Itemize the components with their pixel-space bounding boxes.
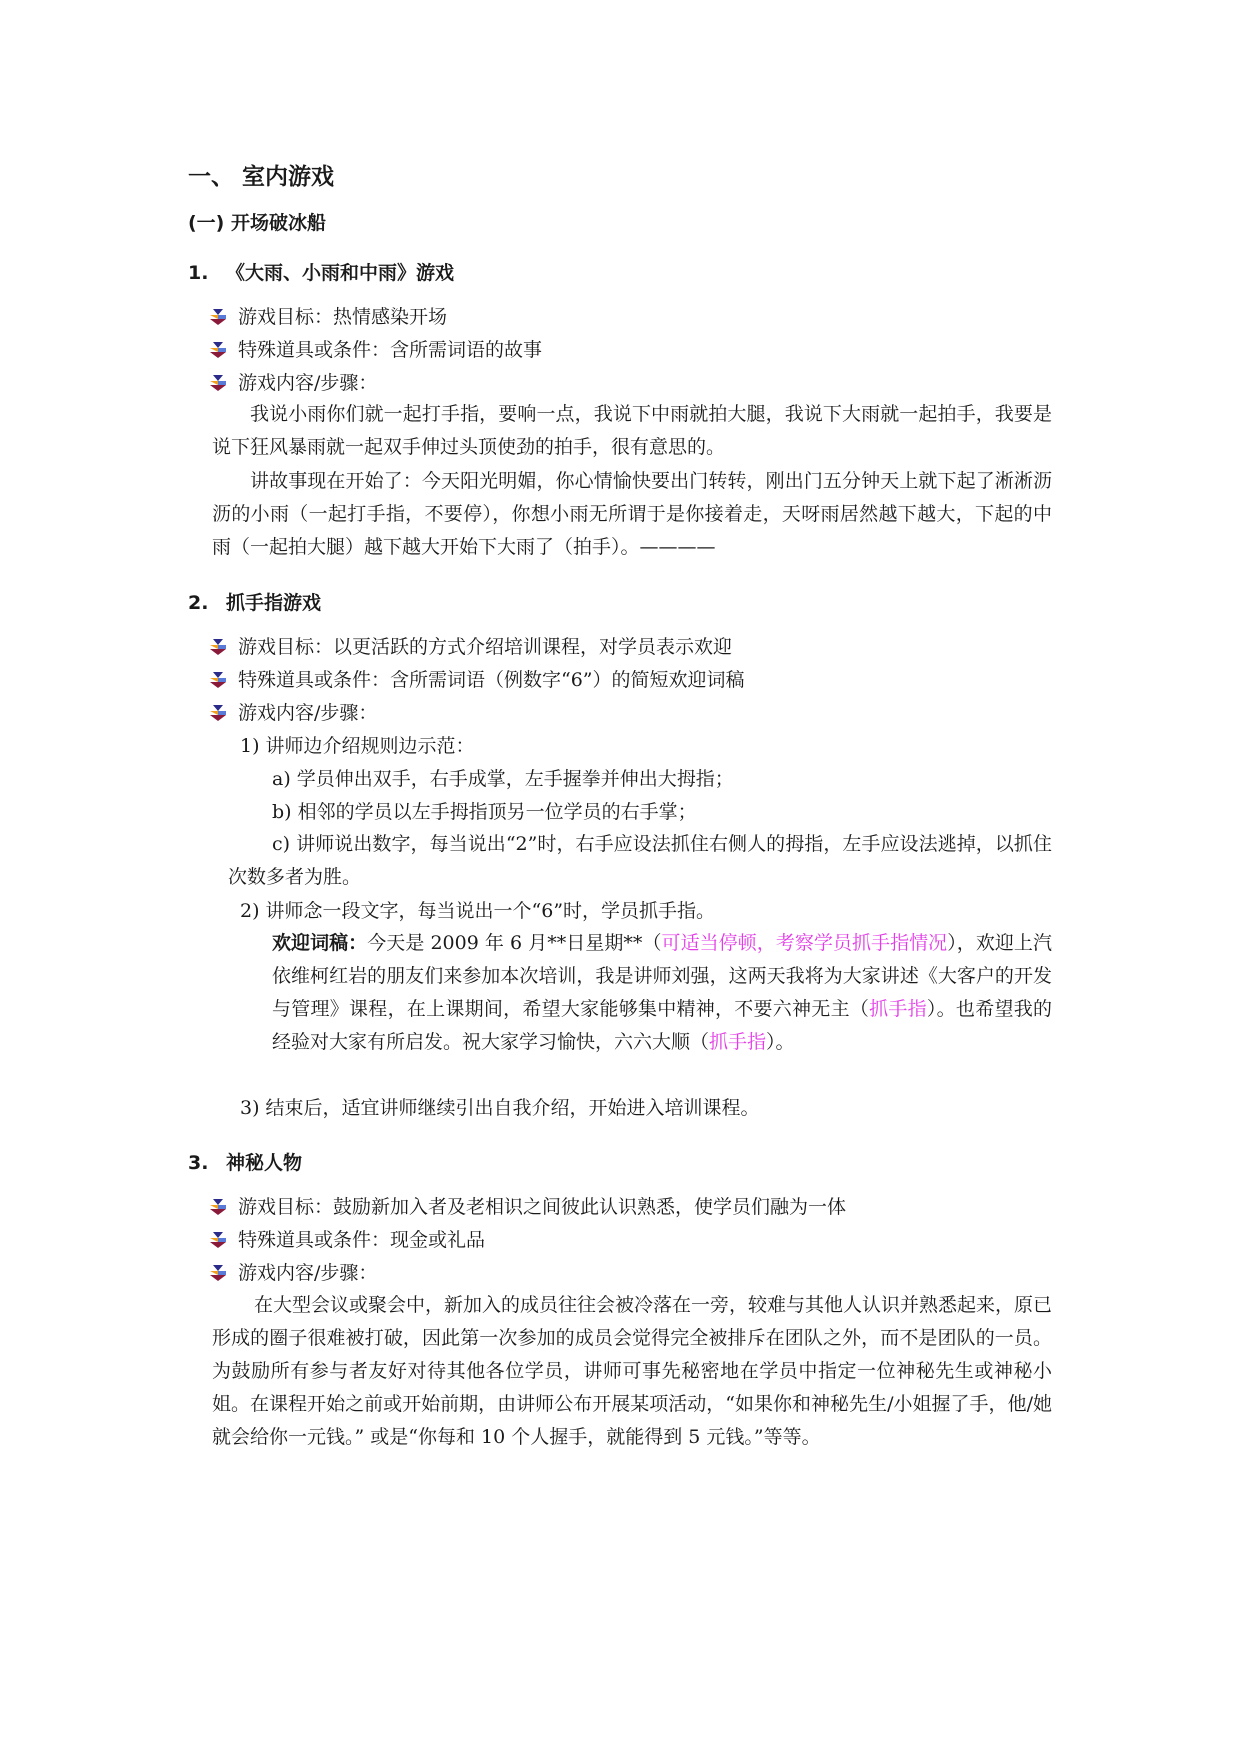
game-1-paragraph-2: 讲故事现在开始了：今天阳光明媚，你心情愉快要出门转转，刚出门五分钟天上就下起了淅淅沥沥的小雨（一起打手指，不要停），你想小雨无所谓于是你接着走，天呀雨居然越下越大，下起的中雨（一起拍大腿）越下越大开始下大雨了（拍手）。———— <box>212 470 1052 558</box>
bullet-arrow-icon <box>210 672 226 688</box>
game-2-props-text: 特殊道具或条件：含所需词语（例数字“6”）的简短欢迎词稿 <box>238 669 745 691</box>
game-1-title: 《大雨、小雨和中雨》游戏 <box>226 262 455 284</box>
welcome-text-2: ），欢迎上汽依维柯红岩的朋友们来参加本次培训，我是讲师刘强，这两天我将为大家讲述《大客户的开发与管理》课程，在上课期间，希望大家能够集中精神，不要六神无主（ <box>272 932 1052 1020</box>
welcome-cue-3: 抓手指 <box>709 1031 767 1053</box>
game-1-paragraph-1: 我说小雨你们就一起打手指，要响一点，我说下中雨就拍大腿，我说下大雨就一起拍手，我要是说下狂风暴雨就一起双手伸过头顶使劲的拍手，很有意思的。 <box>212 403 1052 458</box>
game-2-step-1a: a) 学员伸出双手，右手成掌，左手握拳并伸出大拇指； <box>272 768 734 790</box>
game-2-step-1c: c) 讲师说出数字，每当说出“2”时，右手应设法抓住右侧人的拇指，左手应设法逃掉，以抓住次数多者为胜。 <box>228 833 1052 888</box>
game-3-number: 3. <box>188 1152 209 1174</box>
bullet-arrow-icon <box>210 1265 226 1281</box>
game-1-heading <box>188 258 454 285</box>
game-2-steps-label <box>210 702 377 724</box>
game-2-step-1: 1) 讲师边介绍规则边示范： <box>240 735 475 757</box>
game-1-props-text: 特殊道具或条件：含所需词语的故事 <box>238 339 543 361</box>
game-1-number: 1. <box>188 262 209 284</box>
subsection-title: (一) 开场破冰船 <box>188 212 326 234</box>
game-2-props <box>210 669 745 691</box>
game-3-goal-text: 游戏目标：鼓励新加入者及老相识之间彼此认识熟悉，使学员们融为一体 <box>238 1196 847 1218</box>
game-1-steps-label <box>210 372 377 394</box>
game-2-goal <box>210 636 732 658</box>
bullet-arrow-icon <box>210 639 226 655</box>
section-title: 一、 室内游戏 <box>188 164 335 190</box>
game-3-props <box>210 1229 485 1251</box>
game-1-goal-text: 游戏目标：热情感染开场 <box>238 306 448 328</box>
game-2-number: 2. <box>188 592 209 614</box>
game-2-step-1b: b) 相邻的学员以左手拇指顶另一位学员的右手掌； <box>272 801 697 823</box>
game-1-goal <box>210 306 447 328</box>
game-2-title: 抓手指游戏 <box>226 592 322 614</box>
bullet-arrow-icon <box>210 309 226 325</box>
bullet-arrow-icon <box>210 1232 226 1248</box>
welcome-cue-1: 可适当停顿，考察学员抓手指情况 <box>661 932 948 954</box>
welcome-text-4: ）。 <box>766 1031 795 1053</box>
game-2-step-2: 2) 讲师念一段文字，每当说出一个“6”时，学员抓手指。 <box>240 900 716 922</box>
game-2-heading <box>188 588 321 615</box>
game-2-welcome-script <box>272 927 1052 1059</box>
game-2-steps-text: 游戏内容/步骤： <box>238 702 378 724</box>
welcome-label: 欢迎词稿： <box>272 932 368 954</box>
bullet-arrow-icon <box>210 375 226 391</box>
game-3-steps-text: 游戏内容/步骤： <box>238 1262 378 1284</box>
welcome-text-3: ）。也希望我的经验对大家有所启发。祝大家学习愉快，六六大顺（ <box>272 998 1052 1053</box>
bullet-arrow-icon <box>210 342 226 358</box>
game-1-steps-text: 游戏内容/步骤： <box>238 372 378 394</box>
game-3-goal <box>210 1196 846 1218</box>
welcome-cue-2: 抓手指 <box>869 998 927 1020</box>
bullet-arrow-icon <box>210 1199 226 1215</box>
game-1-props <box>210 339 542 361</box>
game-3-steps-label <box>210 1262 377 1284</box>
game-2-goal-text: 游戏目标：以更活跃的方式介绍培训课程，对学员表示欢迎 <box>238 636 733 658</box>
bullet-arrow-icon <box>210 705 226 721</box>
game-3-paragraph: 在大型会议或聚会中，新加入的成员往往会被冷落在一旁，较难与其他人认识并熟悉起来，原已形成的圈子很难被打破，因此第一次参加的成员会觉得完全被排斥在团队之外，而不是团队的一员。 为鼓励所有参与者友好对待其他各位学员，讲师可事先秘密地在学员中指定一位神秘先生或神秘小姐。在课程开始之前或开始前期，由讲师公布开展某项活动，“如果你和神秘先生/小姐握了手，他/她就会给你一元钱。” 或是“你每和 10 个人握手，就能得到 5 元钱。”等等。 <box>212 1294 1053 1448</box>
welcome-text-1: 今天是 2009 年 6 月**日星期**（ <box>367 932 662 954</box>
game-2-step-3: 3) 结束后，适宜讲师继续引出自我介绍，开始进入培训课程。 <box>240 1097 760 1119</box>
game-3-props-text: 特殊道具或条件：现金或礼品 <box>238 1229 486 1251</box>
game-3-title: 神秘人物 <box>226 1152 303 1174</box>
game-3-heading <box>188 1148 302 1175</box>
